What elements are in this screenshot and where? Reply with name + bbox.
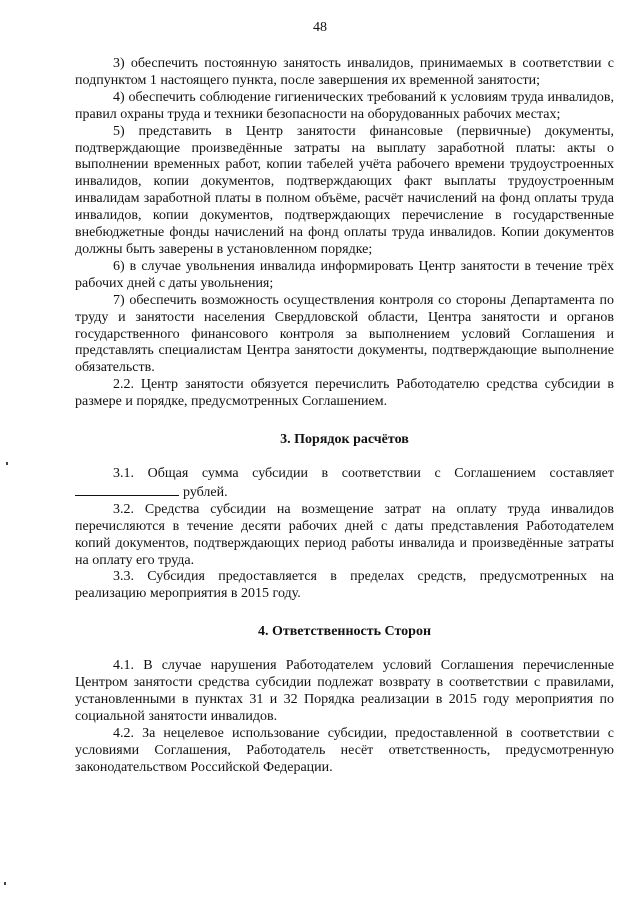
scan-speck <box>6 462 8 465</box>
paragraph-4-1: 4.1. В случае нарушения Работодателем условий Соглашения перечисленные Центром занятости средства субсидии подлежат возврату в соответствии с правилами, установленными в пунктах 31 и 32 Порядка реализации в 2015 году мероприятия по социальной занятости инвалидов. <box>75 658 614 724</box>
paragraph-item-4: 4) обеспечить соблюдение гигиенических требований к условиям труда инвалидов, правил охраны труда и техники безопасности на оборудованных рабочих местах; <box>75 89 614 122</box>
paragraph-4-2: 4.2. За нецелевое использование субсидии, предоставленной в соответствии с условиями Соглашения, Работодатель несёт ответственность, предусмотренную законодательством Российской Федерации. <box>75 725 614 775</box>
page-number: 48 <box>313 20 327 35</box>
section-3-title: 3. Порядок расчётов <box>280 432 409 448</box>
amount-blank-line <box>75 483 179 496</box>
paragraph-item-5: 5) представить в Центр занятости финансовые (первичные) документы, подтверждающие произведённые затраты на выплату заработной платы: акты о выполнении временных работ, копии табелей учёта рабочего времени трудоустроенных инвалидов, копии документов, подтверждающих факт выплаты трудоустроенным инвалидам заработной платы в полном объёме, расчёт начислений на фонд оплаты труда инвалидов, копии документов, подтверждающих перечисление в государственные внебюджетные фонды начислений на фонд оплаты труда инвалидов. Копии документов должны быть заверены в установленном порядке; <box>75 123 614 257</box>
paragraph-item-6: 6) в случае увольнения инвалида информировать Центр занятости в течение трёх рабочих дней с даты увольнения; <box>75 258 614 291</box>
paragraph-3-3: 3.3. Субсидия предоставляется в пределах средств, предусмотренных на реализацию мероприятия в 2015 году. <box>75 569 614 602</box>
paragraph-2-2: 2.2. Центр занятости обязуется перечислить Работодателю средства субсидии в размере и порядке, предусмотренных Соглашением. <box>75 377 614 410</box>
paragraph-3-1-suffix: рублей. <box>183 484 228 500</box>
paragraph-item-7: 7) обеспечить возможность осуществления контроля со стороны Департамента по труду и занятости населения Свердловской области, Центра занятости и органов государственного финансового контроля за выполнением условий Соглашения и представлять специалистам Центра занятости документы, подтверждающие выполнение обязательств. <box>75 292 614 376</box>
scan-speck <box>4 882 6 885</box>
paragraph-3-2: 3.2. Средства субсидии на возмещение затрат на оплату труда инвалидов перечисляются в течение десяти рабочих дней с даты представления Работодателем копий документов, подтверждающих период работы инвалида и произведённые затраты на оплату его труда. <box>75 501 614 568</box>
paragraph-3-1-text: 3.1. Общая сумма субсидии в соответствии с Соглашением составляет <box>113 466 614 482</box>
document-body <box>75 56 614 777</box>
paragraph-item-3: 3) обеспечить постоянную занятость инвалидов, принимаемых в соответствии с подпунктом 1 настоящего пункта, после завершения их временной занятости; <box>75 56 614 88</box>
section-4-title: 4. Ответственность Сторон <box>257 624 432 640</box>
paragraph-3-1 <box>75 466 614 502</box>
